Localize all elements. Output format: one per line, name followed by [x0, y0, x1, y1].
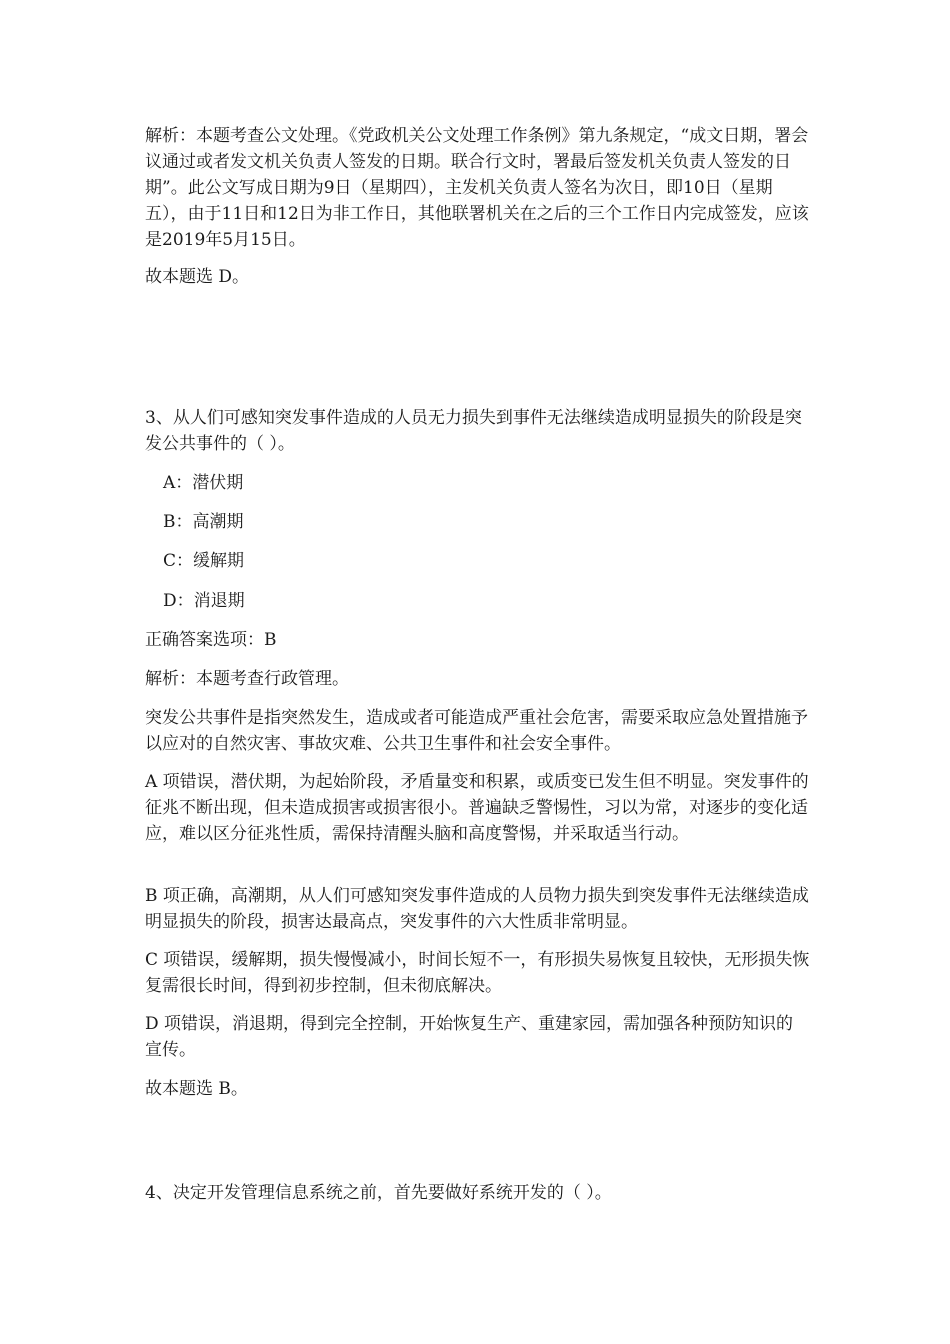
q3-analysis-title: 解析：本题考查行政管理。	[145, 669, 349, 689]
q3-option-b: B：高潮期	[163, 512, 244, 532]
q3-explanation-c: C 项错误，缓解期，损失慢慢减小，时间长短不一，有形损失易恢复且较快，无形损失恢复需很长时间，得到初步控制，但未彻底解决。	[145, 950, 810, 996]
q3-option-d: D：消退期	[163, 591, 245, 611]
q3-stem: 3、从人们可感知突发事件造成的人员无力损失到事件无法继续造成明显损失的阶段是突发公共事件的（ ）。	[145, 408, 802, 454]
q3-answer: 正确答案选项：B	[145, 630, 277, 650]
q3-explanation-b: B 项正确，高潮期，从人们可感知突发事件造成的人员物力损失到突发事件无法继续造成明显损失的阶段，损害达最高点，突发事件的六大性质非常明显。	[145, 886, 809, 932]
q3-option-c: C：缓解期	[163, 551, 245, 571]
q3-explanation-a: A 项错误，潜伏期，为起始阶段，矛盾量变和积累，或质变已发生但不明显。突发事件的征兆不断出现，但未造成损害或损害很小。普遍缺乏警惕性，习以为常，对逐步的变化适应，难以区分征兆性质，需保持清醒头脑和高度警惕，并采取适当行动。	[145, 772, 809, 844]
q2-analysis: 解析：本题考查公文处理。《党政机关公文处理工作条例》第九条规定，“成文日期，署会议通过或者发文机关负责人签发的日期。联合行文时，署最后签发机关负责人签发的日期”。此公文写成日期为9日（星期四），主发机关负责人签名为次日，即10日（星期五），由于11日和12日为非工作日，其他联署机关在之后的三个工作日内完成签发，应该是2019年5月15日。	[145, 126, 809, 250]
q2-conclusion: 故本题选 D。	[145, 267, 250, 287]
q3-explanation-d: D 项错误，消退期，得到完全控制，开始恢复生产、重建家园，需加强各种预防知识的宣传。	[145, 1014, 794, 1060]
q3-option-a: A：潜伏期	[163, 473, 244, 493]
q3-definition: 突发公共事件是指突然发生，造成或者可能造成严重社会危害，需要采取应急处置措施予以应对的自然灾害、事故灾难、公共卫生事件和社会安全事件。	[145, 708, 808, 754]
q4-stem: 4、决定开发管理信息系统之前，首先要做好系统开发的（ ）。	[145, 1183, 612, 1203]
q3-conclusion: 故本题选 B。	[145, 1079, 248, 1099]
